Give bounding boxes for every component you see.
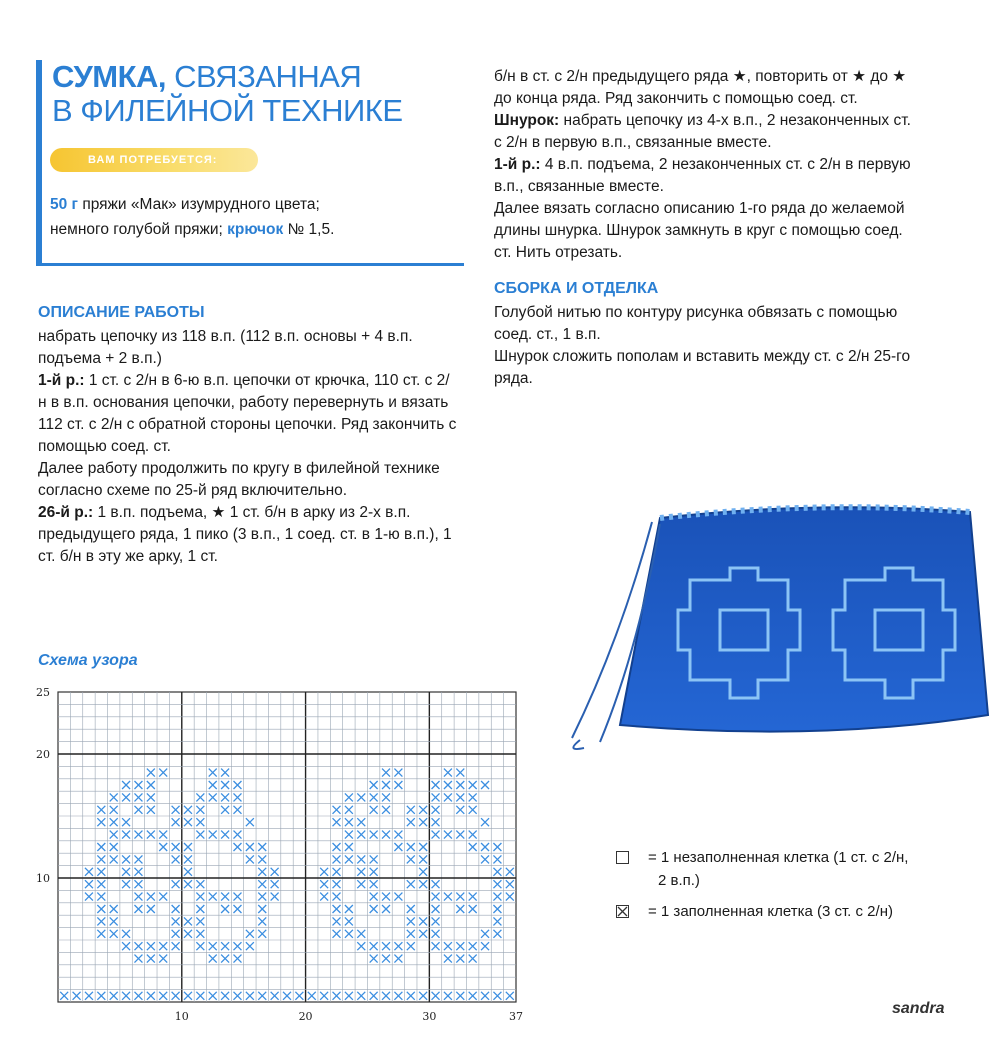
row26-text: 1 в.п. подъема, ★ 1 ст. б/н в арку из 2-х в.п. предыдущего ряда, 1 пико (3 в.п., 1 соед. ст. в 1-ю в.п.), 1 ст. б/н в эту же арку, 1 ст. bbox=[38, 504, 452, 565]
legend-empty-cell bbox=[616, 846, 908, 892]
description-p4 bbox=[38, 502, 458, 568]
x-tick-label: 10 bbox=[174, 1010, 189, 1023]
legend-filled-text: = 1 заполненная клетка (3 ст. с 2/н) bbox=[648, 903, 893, 920]
right-p2: Далее вязать согласно описанию 1-го ряда до желаемой длины шнурка. Шнурок замкнуть в круг с помощью соед. ст. Нить отрезать. bbox=[494, 200, 905, 261]
pattern-chart bbox=[0, 680, 540, 1030]
legend bbox=[616, 846, 908, 931]
bag-photo bbox=[560, 490, 990, 760]
empty-cell-icon bbox=[616, 851, 629, 864]
y-tick-label: 25 bbox=[36, 686, 50, 699]
x-tick-label: 30 bbox=[422, 1010, 437, 1023]
brand-logo: sandra bbox=[892, 1000, 945, 1017]
row1-label: 1-й р.: bbox=[38, 372, 85, 389]
filled-cell-icon bbox=[616, 905, 629, 918]
materials-list bbox=[50, 192, 470, 242]
title-divider bbox=[36, 263, 464, 266]
x-tick-label: 37 bbox=[509, 1010, 523, 1023]
materials-badge: ВАМ ПОТРЕБУЕТСЯ: bbox=[50, 148, 258, 172]
cord-label: Шнурок: bbox=[494, 112, 560, 129]
title-bold: СУМКА, bbox=[52, 59, 167, 94]
hook-value: № 1,5. bbox=[287, 221, 335, 238]
extra-yarn-text: немного голубой пряжи; bbox=[50, 221, 223, 238]
hook-label: крючок bbox=[227, 221, 284, 238]
legend-filled-cell bbox=[616, 900, 908, 923]
cord-text: набрать цепочку из 4-х в.п., 2 незаконченных ст. с 2/н в первую в.п., связанные вместе. bbox=[494, 112, 911, 151]
yarn-text: пряжи «Мак» изумрудного цвета; bbox=[82, 196, 320, 213]
y-tick-label: 20 bbox=[36, 748, 50, 761]
description-section bbox=[38, 302, 458, 568]
description-p3: Далее работу продолжить по кругу в филейной технике согласно схеме по 25-й ряд включительно. bbox=[38, 460, 440, 499]
cord-row1-paragraph bbox=[494, 154, 920, 198]
cord-row1-label: 1-й р.: bbox=[494, 156, 541, 173]
schema-title: Схема узора bbox=[38, 652, 138, 669]
cord-row1-text: 4 в.п. подъема, 2 незаконченных ст. с 2/н в первую в.п., связанные вместе. bbox=[494, 156, 911, 195]
chart-frame bbox=[58, 692, 516, 1002]
row26-label: 26-й р.: bbox=[38, 504, 94, 521]
description-p2 bbox=[38, 370, 458, 458]
y-tick-label: 10 bbox=[36, 872, 50, 885]
description-p1: набрать цепочку из 118 в.п. (112 в.п. основы + 4 в.п. подъема + 2 в.п.) bbox=[38, 328, 413, 367]
cord-paragraph bbox=[494, 110, 920, 154]
description-heading: ОПИСАНИЕ РАБОТЫ bbox=[38, 304, 205, 321]
pattern-chart-svg bbox=[0, 680, 540, 1030]
title-accent-bar bbox=[36, 60, 42, 265]
right-p3: Голубой нитью по контуру рисунка обвязать с помощью соед. ст., 1 в.п. bbox=[494, 304, 898, 343]
x-tick-label: 20 bbox=[298, 1010, 313, 1023]
right-column bbox=[494, 66, 920, 390]
title-block bbox=[36, 60, 464, 265]
legend-empty-text-2: 2 в.п.) bbox=[658, 872, 700, 889]
right-p4: Шнурок сложить пополам и вставить между ст. с 2/н 25-го ряда. bbox=[494, 348, 911, 387]
title-line-2: В ФИЛЕЙНОЙ ТЕХНИКЕ bbox=[52, 93, 403, 128]
title-rest: СВЯЗАННАЯ bbox=[174, 59, 362, 94]
right-p1: б/н в ст. с 2/н предыдущего ряда ★, повторить от ★ до ★ до конца ряда. Ряд закончить с помощью соед. ст. bbox=[494, 68, 907, 107]
row1-text: 1 ст. с 2/н в 6-ю в.п. цепочки от крючка, 110 ст. с 2/н в в.п. основания цепочки, работу перевернуть и вязать 112 ст. с 2/н с обратной стороны цепочки. Ряд закончить с помощью соед. ст. bbox=[38, 372, 457, 455]
page-title bbox=[52, 60, 472, 128]
legend-empty-text-1: = 1 незаполненная клетка (1 ст. с 2/н, bbox=[648, 849, 909, 866]
assembly-heading: СБОРКА И ОТДЕЛКА bbox=[494, 280, 659, 297]
yarn-amount: 50 г bbox=[50, 196, 79, 213]
